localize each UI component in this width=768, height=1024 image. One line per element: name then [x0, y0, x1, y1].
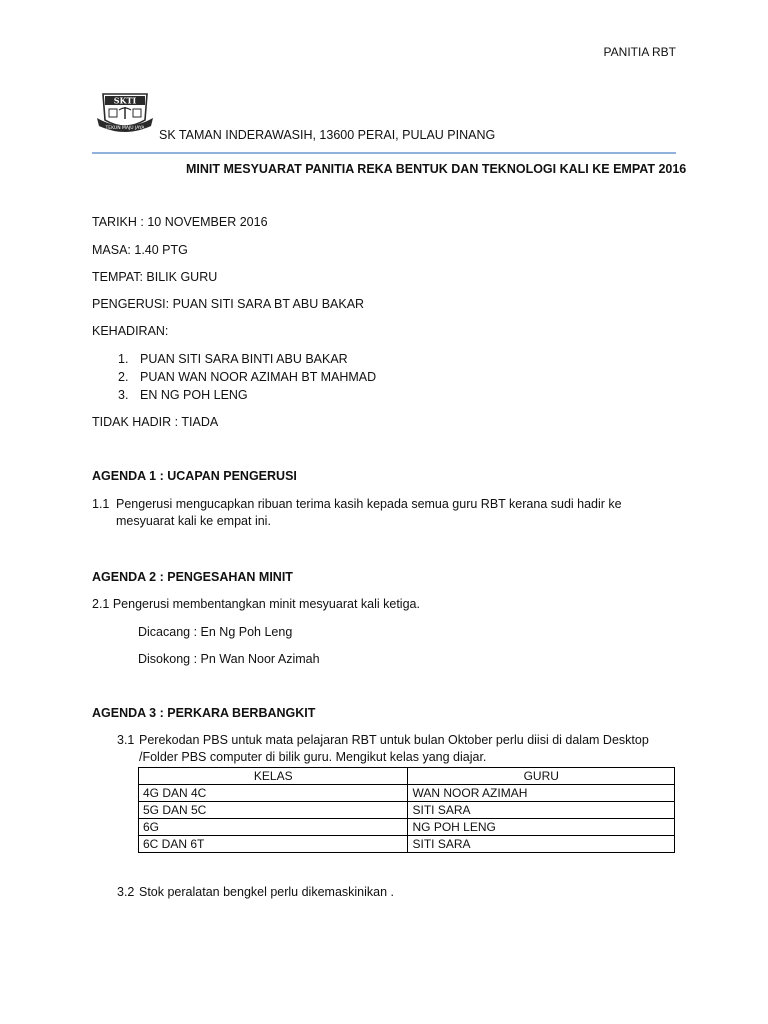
kelas-cell: 6G [139, 819, 408, 836]
agenda-3-item-1 [117, 732, 677, 766]
kelas-cell: 4G DAN 4C [139, 785, 408, 802]
table-row [139, 802, 675, 819]
attendee-number: 2. [118, 370, 129, 384]
attendee-number: 1. [118, 352, 129, 366]
agenda-2-item: 2.1 Pengerusi membentangkan minit mesyuarat kali ketiga. [92, 597, 420, 611]
item-number: 3.2 [117, 885, 135, 899]
panitia-header: PANITIA RBT [603, 45, 676, 59]
agenda-1-heading: AGENDA 1 : UCAPAN PENGERUSI [92, 469, 297, 483]
pengerusi: PENGERUSI: PUAN SITI SARA BT ABU BAKAR [92, 297, 365, 311]
item-text: Perekodan PBS untuk mata pelajaran RBT untuk bulan Oktober perlu diisi di dalam Desktop /Folder PBS computer di bilik guru. Mengikut kelas yang diajar. [139, 733, 649, 764]
table-header-row [139, 768, 675, 785]
school-logo [95, 90, 155, 136]
agenda-3-item-2 [117, 884, 394, 900]
attendee-number: 3. [118, 388, 129, 402]
attendee-name: PUAN WAN NOOR AZIMAH BT MAHMAD [140, 370, 377, 384]
dicadang: Dicacang : En Ng Poh Leng [138, 625, 293, 639]
tarikh: TARIKH : 10 NOVEMBER 2016 [92, 215, 268, 229]
logo-text-top: SKTI [113, 95, 137, 106]
attendee-item [118, 369, 376, 385]
table-row [139, 819, 675, 836]
document-title: MINIT MESYUARAT PANITIA REKA BENTUK DAN TEKNOLOGI KALI KE EMPAT 2016 [186, 162, 687, 176]
kehadiran-label: KEHADIRAN: [92, 324, 169, 338]
kelas-cell: 5G DAN 5C [139, 802, 408, 819]
column-header-guru: GURU [408, 768, 675, 785]
column-header-kelas: KELAS [139, 768, 408, 785]
masa: MASA: 1.40 PTG [92, 243, 188, 257]
kelas-cell: 6C DAN 6T [139, 836, 408, 853]
guru-cell: SITI SARA [408, 836, 675, 853]
guru-cell: WAN NOOR AZIMAH [408, 785, 675, 802]
item-number: 3.1 [117, 733, 135, 747]
tempat: TEMPAT: BILIK GURU [92, 270, 218, 284]
tidak-hadir: TIDAK HADIR : TIADA [92, 415, 219, 429]
item-text: Pengerusi mengucapkan ribuan terima kasih kepada semua guru RBT kerana sudi hadir ke mesyuarat kali ke empat ini. [116, 497, 622, 528]
table-row [139, 836, 675, 853]
attendee-name: PUAN SITI SARA BINTI ABU BAKAR [140, 352, 348, 366]
agenda-2-heading: AGENDA 2 : PENGESAHAN MINIT [92, 570, 293, 584]
attendee-name: EN NG POH LENG [140, 388, 248, 402]
school-name: SK TAMAN INDERAWASIH, 13600 PERAI, PULAU PINANG [159, 128, 496, 142]
logo-text-bottom: TEKUN MAJU JAYA [105, 126, 145, 131]
item-number: 1.1 [92, 497, 110, 511]
guru-cell: SITI SARA [408, 802, 675, 819]
agenda-3-heading: AGENDA 3 : PERKARA BERBANGKIT [92, 706, 316, 720]
table-row [139, 785, 675, 802]
disokong: Disokong : Pn Wan Noor Azimah [138, 652, 320, 666]
guru-cell: NG POH LENG [408, 819, 675, 836]
header-divider [92, 152, 676, 154]
item-text: Stok peralatan bengkel perlu dikemaskinikan . [139, 885, 395, 899]
attendee-item [118, 387, 248, 403]
kelas-guru-table [138, 767, 675, 853]
attendee-item [118, 351, 348, 367]
agenda-1-item [92, 496, 672, 530]
